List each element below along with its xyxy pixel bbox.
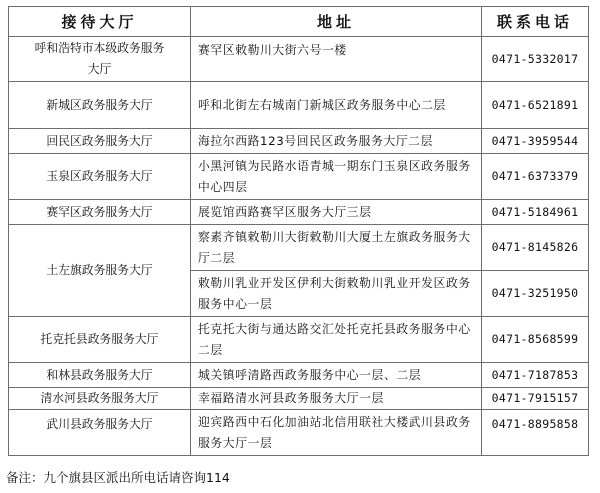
hall-phone: 0471-8895858 <box>482 410 589 456</box>
table-row <box>9 200 589 225</box>
hall-address: 小黑河镇为民路水语青城一期东门玉泉区政务服务中心四层 <box>191 154 482 200</box>
hall-name: 玉泉区政务服务大厅 <box>9 154 191 200</box>
hall-phone: 0471-6521891 <box>482 82 589 129</box>
table-row <box>9 37 589 82</box>
hall-phone: 0471-5332017 <box>482 37 589 82</box>
hall-address: 呼和北街左右城南门新城区政务服务中心二层 <box>191 82 482 129</box>
hall-phone: 0471-5184961 <box>482 200 589 225</box>
hall-address: 赛罕区敕勒川大街六号一楼 <box>191 37 482 82</box>
table-row <box>9 363 589 388</box>
table-row <box>9 82 589 129</box>
hall-address: 察素齐镇敕勒川大街敕勒川大厦土左旗政务服务大厅二层 <box>191 225 482 271</box>
hall-phone: 0471-8145826 <box>482 225 589 271</box>
footnote: 备注：九个旗县区派出所电话请咨询114 <box>6 470 230 485</box>
hall-address: 迎宾路西中石化加油站北信用联社大楼武川县政务服务大厅一层 <box>191 410 482 456</box>
hall-name: 和林县政务服务大厅 <box>9 363 191 388</box>
hall-phone: 0471-8568599 <box>482 317 589 363</box>
hall-address: 展览馆西路赛罕区服务大厅三层 <box>191 200 482 225</box>
hall-phone: 0471-7187853 <box>482 363 589 388</box>
header-phone: 联系电话 <box>482 7 589 37</box>
table-row <box>9 154 589 200</box>
hall-phone: 0471-3251950 <box>482 271 589 317</box>
hall-phone: 0471-7915157 <box>482 388 589 410</box>
hall-address: 幸福路清水河县政务服务大厅一层 <box>191 388 482 410</box>
header-hall: 接待大厅 <box>9 7 191 37</box>
hall-name: 托克托县政务服务大厅 <box>9 317 191 363</box>
table-row <box>9 410 589 456</box>
table-row <box>9 129 589 154</box>
hall-address: 海拉尔西路123号回民区政务服务大厅二层 <box>191 129 482 154</box>
table-row <box>9 225 589 271</box>
table-row <box>9 317 589 363</box>
hall-phone: 0471-6373379 <box>482 154 589 200</box>
hall-address: 托克托大街与通达路交汇处托克托县政务服务中心二层 <box>191 317 482 363</box>
hall-address: 敕勒川乳业开发区伊利大街敕勒川乳业开发区政务服务中心一层 <box>191 271 482 317</box>
hall-name: 赛罕区政务服务大厅 <box>9 200 191 225</box>
service-hall-table <box>8 6 589 456</box>
table-row <box>9 388 589 410</box>
header-address: 地址 <box>191 7 482 37</box>
table-header-row <box>9 7 589 37</box>
hall-name: 呼和浩特市本级政务服务大厅 <box>9 37 191 82</box>
hall-address: 城关镇呼清路西政务服务中心一层、二层 <box>191 363 482 388</box>
hall-name: 清水河县政务服务大厅 <box>9 388 191 410</box>
hall-phone: 0471-3959544 <box>482 129 589 154</box>
hall-name: 新城区政务服务大厅 <box>9 82 191 129</box>
hall-name: 回民区政务服务大厅 <box>9 129 191 154</box>
hall-name: 武川县政务服务大厅 <box>9 410 191 456</box>
hall-name: 土左旗政务服务大厅 <box>9 225 191 317</box>
